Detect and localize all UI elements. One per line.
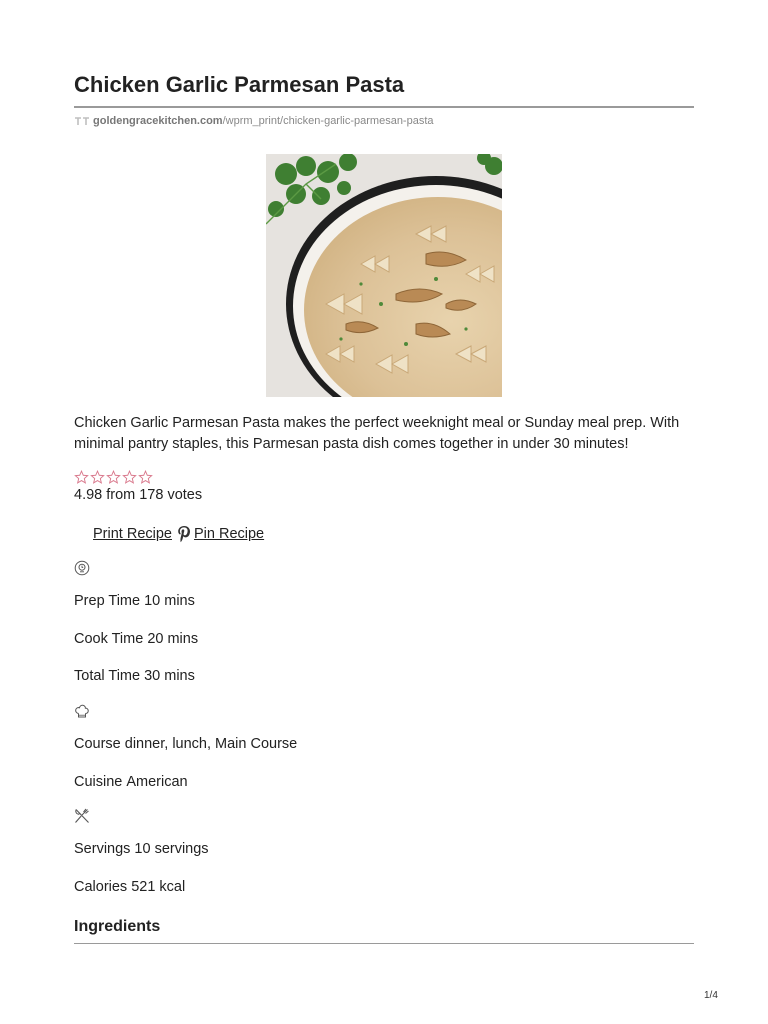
ingredients-divider [74,943,694,944]
recipe-photo [266,154,502,397]
calories [74,879,185,895]
recipe-title: Chicken Garlic Parmesan Pasta [74,72,405,97]
calories-label: Calories [74,879,128,895]
course-label: Course [74,736,121,752]
star-icon[interactable] [90,470,105,485]
cook-time-unit: mins [167,631,199,647]
prep-time-value: 10 [144,593,161,609]
utensils-icon [74,808,90,824]
prep-time [74,593,195,609]
cuisine-label: Cuisine [74,774,123,790]
site-logo-icon [74,116,90,126]
cook-time-value: 20 [147,631,164,647]
prep-time-label: Prep Time [74,593,141,609]
total-time-value: 30 [144,668,161,684]
cook-time [74,631,198,647]
star-icon[interactable] [138,470,153,485]
recipe-page [74,0,694,1024]
star-icon[interactable] [122,470,137,485]
rating-from: from [106,487,136,503]
ingredients-heading: Ingredients [74,918,161,935]
source-domain: goldengracekitchen.com [93,115,223,127]
total-time [74,668,195,684]
recipe-actions [74,525,264,543]
source-path: /wprm_print/chicken-garlic-parmesan-pasta [222,115,434,127]
rating-stars[interactable] [74,470,153,485]
prep-time-unit: mins [164,593,195,609]
servings [74,841,209,857]
total-time-unit: mins [164,668,195,684]
pinterest-icon[interactable] [176,525,192,543]
page-number: 1/4 [704,990,718,1001]
total-time-label: Total Time [74,668,141,684]
calories-unit: kcal [159,879,186,895]
recipe-summary: Chicken Garlic Parmesan Pasta makes the perfect weeknight meal or Sunday meal prep. With minimal pantry staples, this Parmesan pasta dish comes together in under 30 minutes! [74,415,680,452]
star-icon[interactable] [74,470,89,485]
calories-value: 521 [131,879,156,895]
cuisine-value: American [126,774,188,790]
course [74,736,297,752]
cook-time-label: Cook Time [74,631,144,647]
servings-unit: servings [154,841,209,857]
print-recipe-link[interactable]: Print Recipe [93,526,172,542]
cuisine [74,774,188,790]
rating-summary [74,487,206,503]
chef-hat-icon [74,703,90,719]
title-divider [74,106,694,108]
pin-recipe-link[interactable]: Pin Recipe [193,526,265,542]
rating-votes-label: votes [167,487,203,503]
source-url[interactable] [74,115,434,127]
timer-icon [74,560,90,576]
rating-value: 4.98 [74,487,103,503]
star-icon[interactable] [106,470,121,485]
servings-value: 10 [134,841,151,857]
servings-label: Servings [74,841,131,857]
rating-votes: 178 [139,487,164,503]
course-value: dinner, lunch, Main Course [124,736,298,752]
